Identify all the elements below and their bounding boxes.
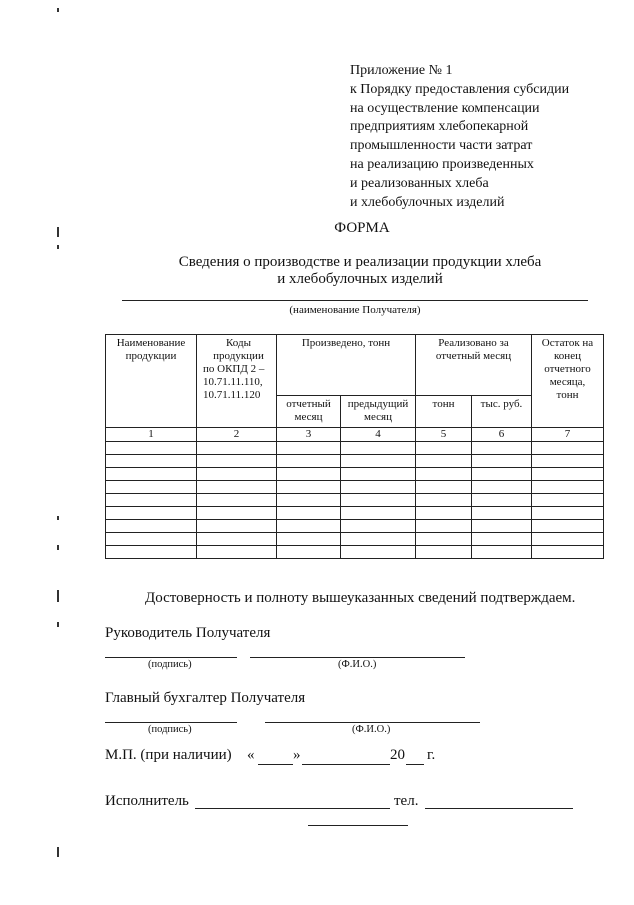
- header-sold-tonnes: тонн: [416, 396, 472, 428]
- column-number-row: [106, 428, 604, 442]
- table-row: [106, 520, 604, 533]
- table-row: [106, 481, 604, 494]
- header-text: конец: [554, 350, 581, 362]
- scan-mark: [57, 8, 59, 12]
- table-cell[interactable]: [472, 481, 532, 494]
- recipient-name-field[interactable]: [122, 300, 588, 301]
- header-text: продукции: [213, 350, 264, 362]
- phone-label: тел.: [394, 793, 419, 809]
- header-produced-previous: [341, 396, 416, 428]
- report-table: [105, 334, 604, 559]
- document-title-line: и хлебобулочных изделий: [277, 271, 443, 287]
- table-cell[interactable]: [341, 533, 416, 546]
- table-row: [106, 468, 604, 481]
- column-number: 4: [341, 428, 416, 442]
- header-sold: [416, 335, 532, 396]
- accountant-name-field[interactable]: [265, 722, 480, 723]
- date-open-quote: «: [247, 747, 255, 763]
- table-cell[interactable]: [472, 507, 532, 520]
- appendix-line: на осуществление компенсации: [350, 100, 540, 116]
- table-cell[interactable]: [532, 468, 604, 481]
- table-cell[interactable]: [532, 507, 604, 520]
- accountant-signature-caption: (подпись): [148, 724, 192, 735]
- header-text: 10.71.11.110,: [203, 376, 263, 388]
- table-cell[interactable]: [106, 546, 197, 559]
- confirmation-text: Достоверность и полноту вышеуказанных сведений подтверждаем.: [145, 590, 576, 606]
- table-cell[interactable]: [532, 481, 604, 494]
- table-cell[interactable]: [472, 455, 532, 468]
- table-cell[interactable]: [277, 520, 341, 533]
- table-row: [106, 507, 604, 520]
- header-remainder: [532, 335, 604, 428]
- appendix-line: и реализованных хлеба: [350, 175, 489, 191]
- phone-field[interactable]: [425, 808, 573, 809]
- table-cell[interactable]: [106, 494, 197, 507]
- header-text: 10.71.11.120: [203, 389, 261, 401]
- scan-mark: [57, 622, 59, 627]
- stamp-label: М.П. (при наличии): [105, 747, 232, 763]
- table-cell[interactable]: [106, 533, 197, 546]
- header-text: месяц: [294, 411, 323, 423]
- head-signature-field[interactable]: [105, 657, 237, 658]
- scan-mark: [57, 590, 59, 602]
- header-codes: [197, 335, 277, 428]
- column-number: 7: [532, 428, 604, 442]
- header-text: продукции: [125, 350, 177, 362]
- table-cell[interactable]: [277, 546, 341, 559]
- document-title-line: Сведения о производстве и реализации продукции хлеба: [178, 254, 542, 270]
- appendix-line: предприятиям хлебопекарной: [350, 119, 529, 135]
- appendix-line: и хлебобулочных изделий: [350, 194, 505, 210]
- header-text: Коды: [226, 337, 251, 349]
- table-cell[interactable]: [472, 442, 532, 455]
- header-sold-thousand-rub: тыс. руб.: [472, 396, 532, 428]
- header-text: по ОКПД 2 –: [203, 363, 265, 375]
- header-text: отчетного: [544, 363, 591, 375]
- table-row: [106, 494, 604, 507]
- appendix-line: на реализацию произведенных: [350, 156, 534, 172]
- form-title: ФОРМА: [334, 220, 390, 236]
- header-produced-current: [277, 396, 341, 428]
- table-cell[interactable]: [416, 507, 472, 520]
- date-year-suffix: г.: [427, 747, 436, 763]
- table-cell[interactable]: [106, 468, 197, 481]
- scan-mark: [57, 545, 59, 550]
- table-cell[interactable]: [197, 507, 277, 520]
- table-row: [106, 546, 604, 559]
- column-number: 2: [197, 428, 277, 442]
- table-cell[interactable]: [341, 507, 416, 520]
- table-cell[interactable]: [197, 481, 277, 494]
- accountant-signature-field[interactable]: [105, 722, 237, 723]
- date-month-field[interactable]: [302, 764, 390, 765]
- head-title: Руководитель Получателя: [105, 625, 271, 641]
- scan-mark: [57, 245, 59, 249]
- column-number: 3: [277, 428, 341, 442]
- column-number: 1: [106, 428, 197, 442]
- table-cell[interactable]: [416, 468, 472, 481]
- table-cell[interactable]: [341, 494, 416, 507]
- table-cell[interactable]: [416, 520, 472, 533]
- scan-mark: [57, 847, 59, 857]
- table-cell[interactable]: [532, 533, 604, 546]
- head-name-field[interactable]: [250, 657, 465, 658]
- table-cell[interactable]: [277, 494, 341, 507]
- header-text: Реализовано за: [438, 337, 509, 349]
- table-cell[interactable]: [416, 455, 472, 468]
- table-cell[interactable]: [416, 481, 472, 494]
- table-row: [106, 455, 604, 468]
- table-cell[interactable]: [197, 455, 277, 468]
- accountant-name-caption: (Ф.И.О.): [352, 724, 391, 735]
- executor-name-field[interactable]: [195, 808, 390, 809]
- table-cell[interactable]: [416, 494, 472, 507]
- table-cell[interactable]: [106, 455, 197, 468]
- head-name-caption: (Ф.И.О.): [338, 659, 377, 670]
- table-cell[interactable]: [532, 494, 604, 507]
- table-cell[interactable]: [277, 533, 341, 546]
- date-close-quote: »: [293, 747, 301, 763]
- scan-mark: [57, 516, 59, 520]
- header-text: отчетный месяц: [435, 350, 512, 362]
- table-cell[interactable]: [341, 442, 416, 455]
- recipient-name-caption: (наименование Получателя): [289, 304, 421, 316]
- table-cell[interactable]: [197, 468, 277, 481]
- date-year-field[interactable]: [406, 764, 424, 765]
- table-row: [106, 442, 604, 455]
- header-text: Остаток на: [541, 337, 594, 349]
- footer-line: [308, 825, 408, 826]
- table-cell[interactable]: [277, 442, 341, 455]
- table-cell[interactable]: [197, 546, 277, 559]
- executor-label: Исполнитель: [105, 793, 189, 809]
- header-text: тонн: [556, 389, 579, 401]
- column-number: 6: [472, 428, 532, 442]
- table-cell[interactable]: [277, 455, 341, 468]
- appendix-line: к Порядку предоставления субсидии: [350, 81, 570, 97]
- header-produced: Произведено, тонн: [277, 335, 416, 396]
- table-body: [106, 442, 604, 559]
- date-year-prefix: 20: [390, 747, 405, 763]
- table-cell[interactable]: [472, 494, 532, 507]
- accountant-title: Главный бухгалтер Получателя: [105, 690, 306, 706]
- table-row: [106, 533, 604, 546]
- table-cell[interactable]: [341, 546, 416, 559]
- table-cell[interactable]: [416, 442, 472, 455]
- appendix-line: промышленности части затрат: [350, 138, 533, 154]
- table-cell[interactable]: [341, 455, 416, 468]
- column-number: 5: [416, 428, 472, 442]
- table-cell[interactable]: [197, 533, 277, 546]
- table-cell[interactable]: [106, 481, 197, 494]
- header-text: предыдущий: [347, 398, 409, 410]
- table-cell[interactable]: [532, 520, 604, 533]
- table-cell[interactable]: [106, 520, 197, 533]
- appendix-block: [350, 62, 569, 212]
- table-cell[interactable]: [416, 546, 472, 559]
- table-cell[interactable]: [341, 481, 416, 494]
- table-cell[interactable]: [197, 520, 277, 533]
- table-cell[interactable]: [197, 494, 277, 507]
- table-cell[interactable]: [532, 455, 604, 468]
- header-text: Наименование: [116, 337, 186, 349]
- appendix-line: Приложение № 1: [350, 63, 453, 78]
- header-text: месяца,: [549, 376, 586, 388]
- table-cell[interactable]: [532, 546, 604, 559]
- table-cell[interactable]: [341, 468, 416, 481]
- table-cell[interactable]: [472, 520, 532, 533]
- table-cell[interactable]: [416, 533, 472, 546]
- table-cell[interactable]: [277, 481, 341, 494]
- header-row: [106, 335, 604, 396]
- document-title: [120, 254, 600, 288]
- table-cell[interactable]: [532, 442, 604, 455]
- date-day-field[interactable]: [258, 764, 293, 765]
- table-cell[interactable]: [341, 520, 416, 533]
- table-cell[interactable]: [197, 442, 277, 455]
- table-cell[interactable]: [277, 507, 341, 520]
- table-cell[interactable]: [106, 507, 197, 520]
- table-cell[interactable]: [472, 533, 532, 546]
- header-product-name: [106, 335, 197, 428]
- header-text: месяц: [364, 411, 392, 423]
- head-signature-caption: (подпись): [148, 659, 192, 670]
- table-cell[interactable]: [472, 468, 532, 481]
- table-cell[interactable]: [277, 468, 341, 481]
- table-cell[interactable]: [106, 442, 197, 455]
- table-cell[interactable]: [472, 546, 532, 559]
- header-text: отчетный: [286, 398, 331, 410]
